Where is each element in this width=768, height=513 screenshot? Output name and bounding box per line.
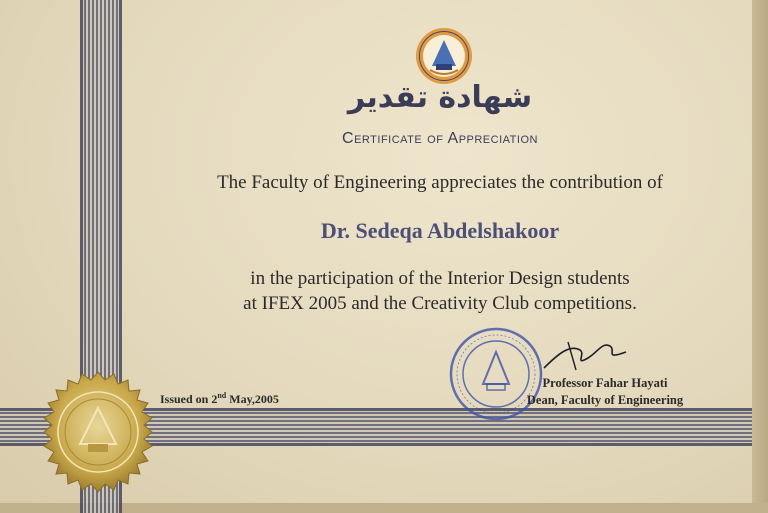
issue-date-prefix: Issued on 2	[160, 392, 218, 406]
body-line-1: in the participation of the Interior Design students	[250, 268, 630, 289]
intro-text: The Faculty of Engineering appreciates the contribution of	[217, 172, 663, 193]
signature-icon	[540, 336, 630, 376]
certificate-title: Certificate of Appreciation	[342, 130, 538, 147]
body-text	[140, 266, 740, 316]
arabic-title: شهادة تقدير	[347, 80, 533, 115]
signatory-block	[505, 375, 705, 409]
university-logo-icon	[414, 26, 474, 86]
frame-edge-right	[752, 0, 768, 513]
signatory-name: Professor Fahar Hayati	[542, 376, 668, 390]
signatory-title: Dean, Faculty of Engineering	[526, 393, 684, 407]
issue-date	[160, 391, 279, 407]
issue-date-ordinal: nd	[217, 391, 227, 400]
gold-seal-icon	[36, 370, 160, 494]
recipient-name: Dr. Sedeqa Abdelshakoor	[320, 218, 560, 243]
body-line-2: at IFEX 2005 and the Creativity Club competitions.	[243, 293, 637, 314]
issue-date-suffix: May,2005	[226, 392, 279, 406]
